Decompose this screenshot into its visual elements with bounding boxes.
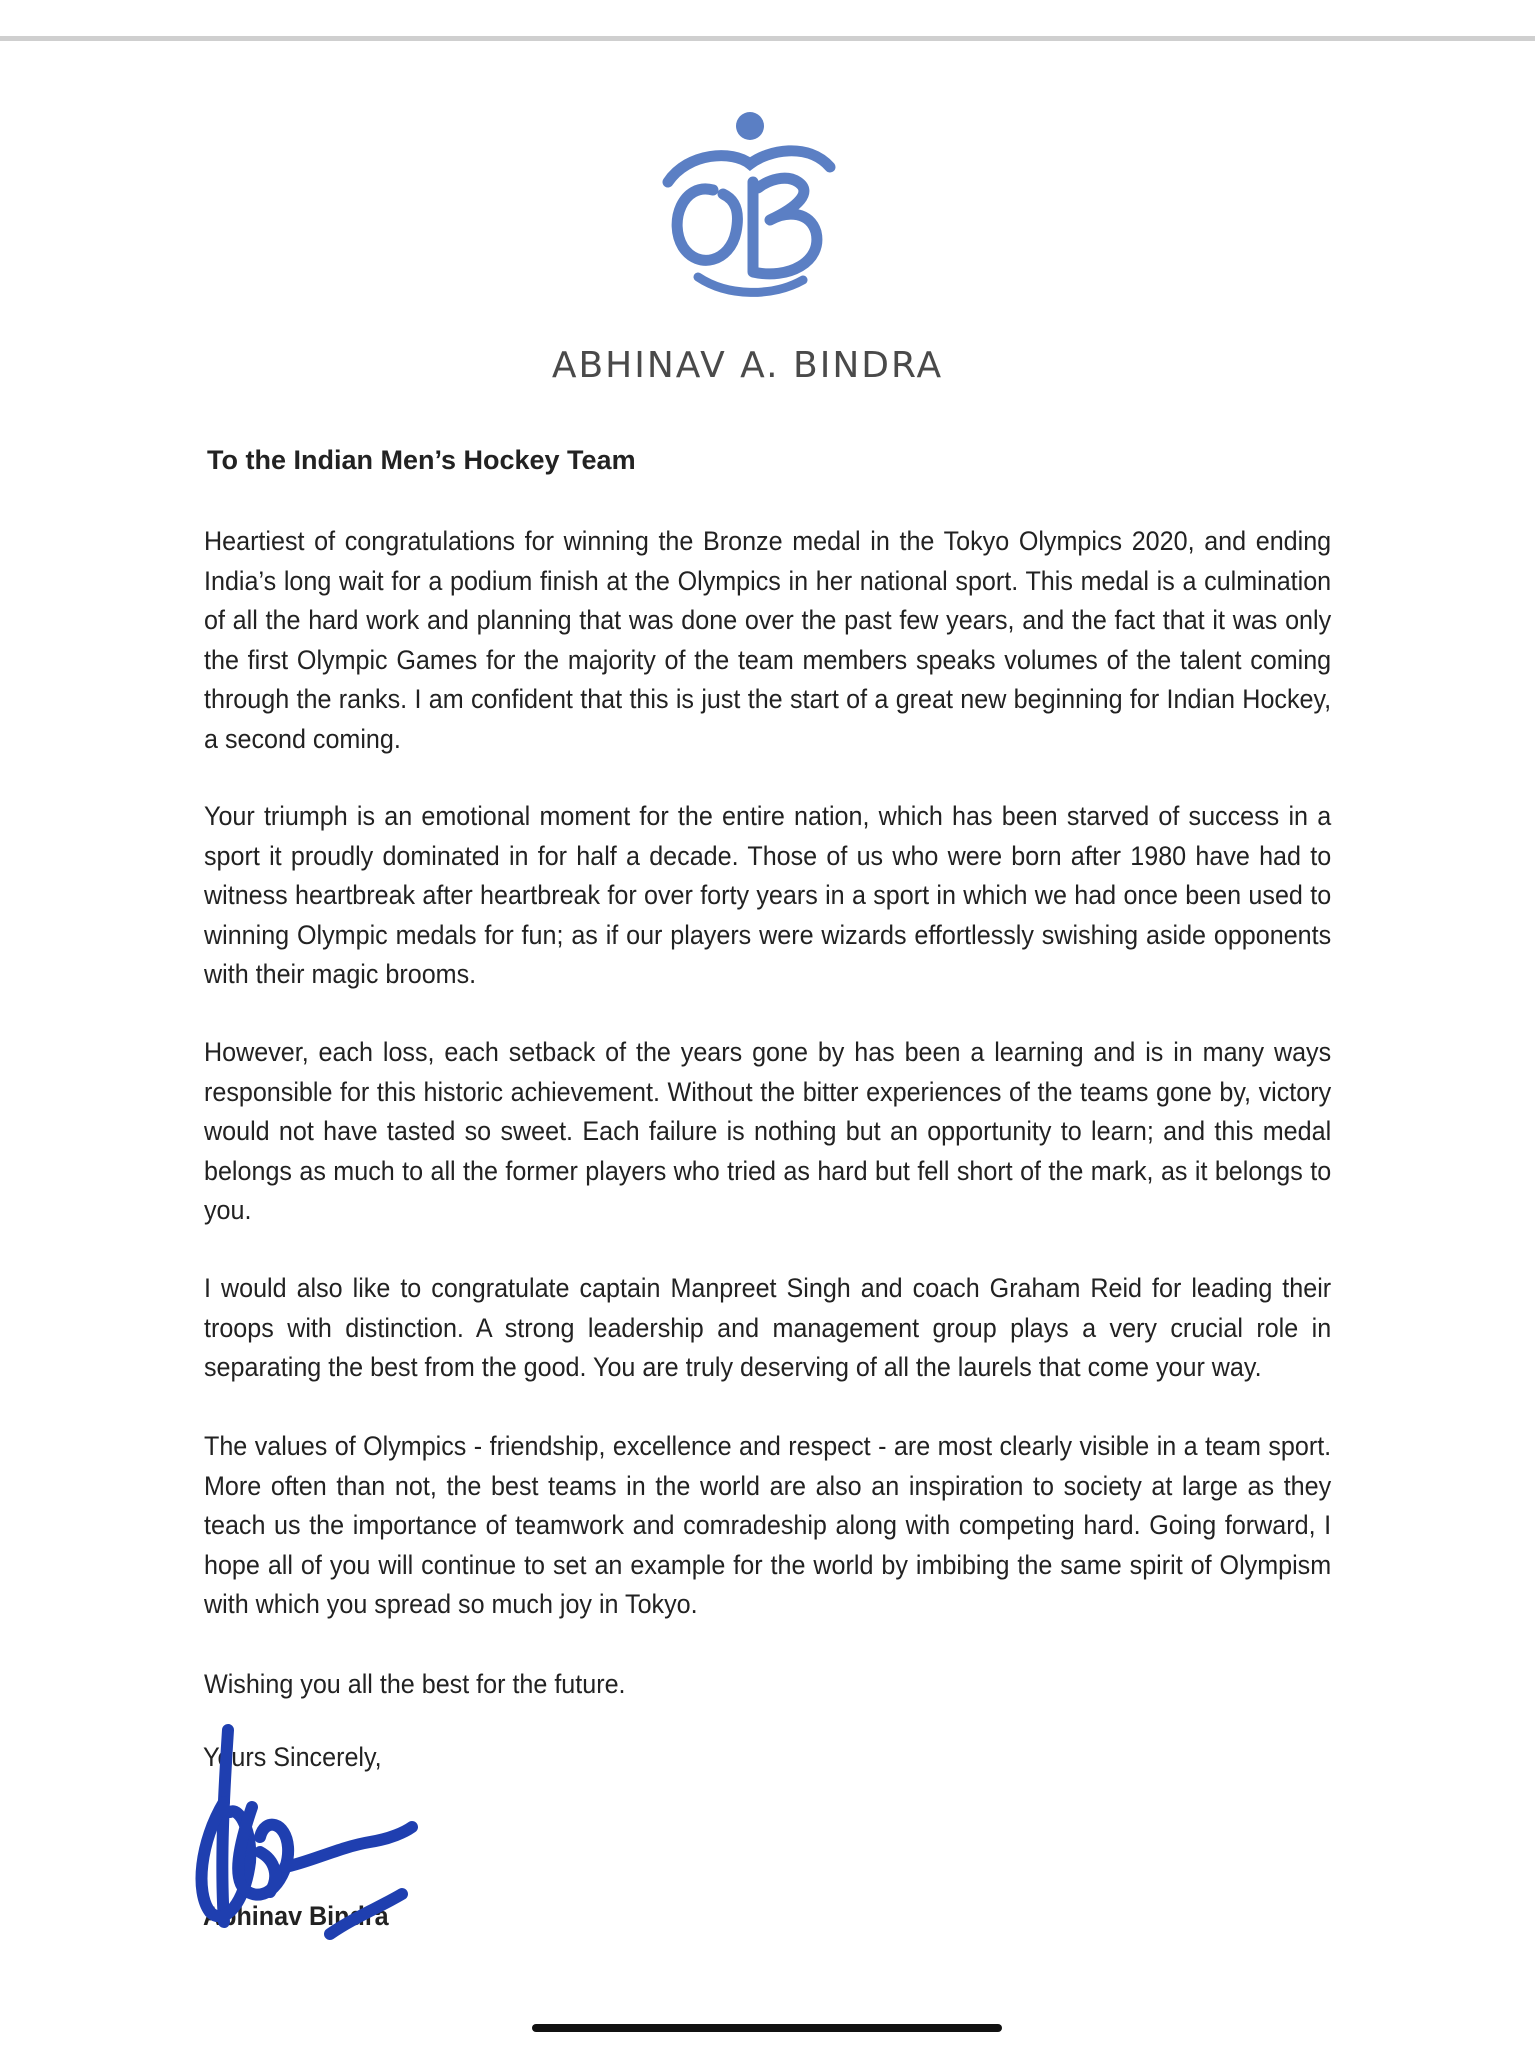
- signatory-name: Abhinav Bindra: [203, 1901, 389, 1931]
- home-indicator[interactable]: [532, 2024, 1002, 2032]
- letterhead-name: ABHINAV A. BINDRA: [551, 345, 944, 386]
- letter-paragraph-3: However, each loss, each setback of the years gone by has been a learning and is in many ways responsible for this historic achievement. Without the bitter experiences of the teams gone by, victory would not have tasted so sweet. Each failure is nothing but an opportunity to learn; and this medal belongs as much to all the former players who tried as hard but fell short of the mark, as it belongs to you.: [204, 1037, 1332, 1225]
- ab-monogram-logo-icon: [658, 112, 838, 302]
- salutation: To the Indian Men’s Hockey Team: [207, 445, 636, 475]
- letter-paragraph-4: I would also like to congratulate captain Manpreet Singh and coach Graham Reid for leading their troops with distinction. A strong leadership and management group plays a very crucial role in separating the best from the good. You are truly deserving of all the laurels that come your way.: [204, 1273, 1332, 1382]
- letter-paragraph-1: Heartiest of congratulations for winning the Bronze medal in the Tokyo Olympics 2020, and ending India’s long wait for a podium finish at the Olympics in her national sport. This medal is a culmination of all the hard work and planning that was done over the past few years, and the fact that it was only the first Olympic Games for the majority of the team members speaks volumes of the talent coming through the ranks. I am confident that this is just the start of a great new beginning for Indian Hockey, a second coming.: [204, 526, 1332, 754]
- closing-line: Wishing you all the best for the future.: [204, 1669, 626, 1699]
- handwritten-signature: [190, 1712, 430, 1952]
- signoff: Yours Sincerely,: [203, 1742, 382, 1772]
- letter-paragraph-2: Your triumph is an emotional moment for the entire nation, which has been starved of success in a sport it proudly dominated in for half a decade. Those of us who were born after 1980 have had to witness heartbreak after heartbreak for over forty years in a sport in which we had once been used to winning Olympic medals for fun; as if our players were wizards effortlessly swishing aside opponents with their magic brooms.: [204, 801, 1332, 989]
- letter-paragraph-5: The values of Olympics - friendship, excellence and respect - are most clearly visible in a team sport. More often than not, the best teams in the world are also an inspiration to society at large as they teach us the importance of teamwork and comradeship along with competing hard. Going forward, I hope all of you will continue to set an example for the world by imbibing the same spirit of Olympism with which you spread so much joy in Tokyo.: [204, 1431, 1332, 1619]
